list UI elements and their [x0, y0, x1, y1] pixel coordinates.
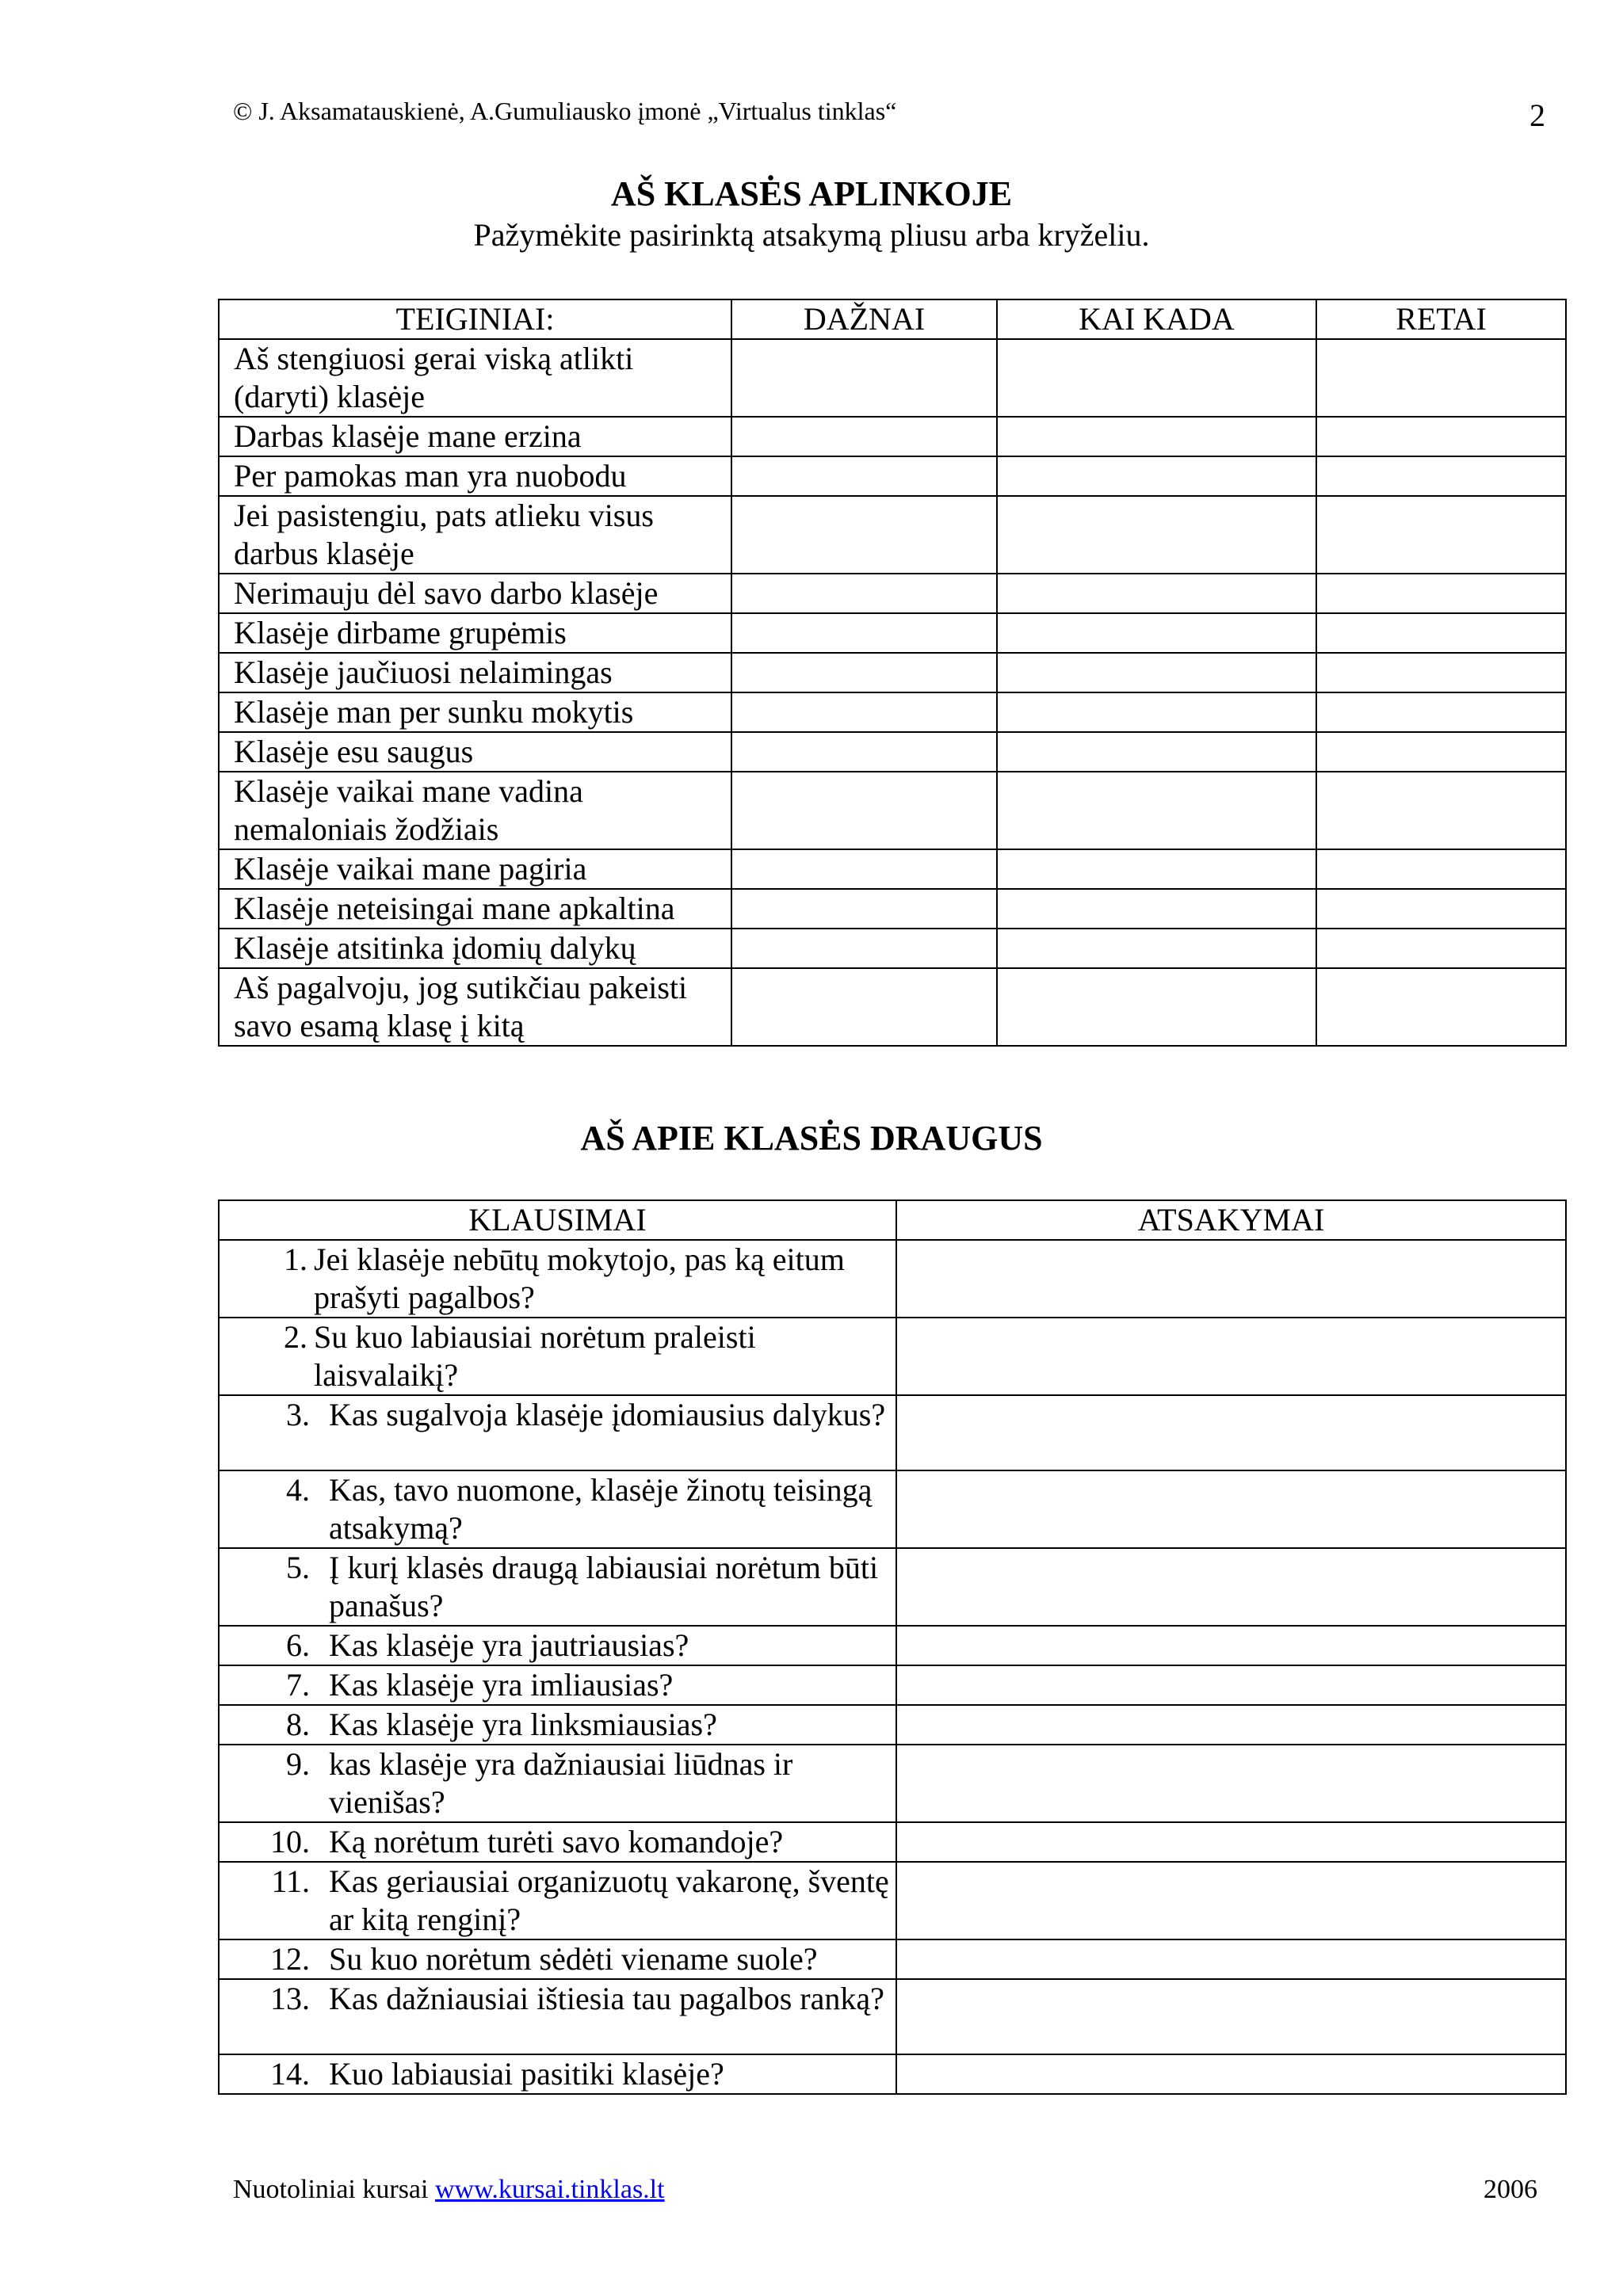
table-row	[219, 772, 1566, 849]
answer-cell[interactable]	[896, 1240, 1566, 1318]
table-row	[219, 496, 1566, 574]
question-number: 12.	[270, 1941, 310, 1977]
answer-sometimes-cell[interactable]	[997, 339, 1316, 417]
question-number: 11.	[271, 1863, 310, 1899]
answer-sometimes-cell[interactable]	[997, 732, 1316, 772]
answer-often-cell[interactable]	[731, 574, 997, 613]
answer-sometimes-cell[interactable]	[997, 929, 1316, 968]
question-number: 2.	[284, 1319, 307, 1355]
answer-cell[interactable]	[896, 1318, 1566, 1395]
question-cell	[219, 1979, 896, 2054]
question-text: Ką norėtum turėti savo komandoje?	[329, 1824, 784, 1859]
answer-often-cell[interactable]	[731, 613, 997, 653]
table-row	[219, 1822, 1566, 1862]
answer-often-cell[interactable]	[731, 849, 997, 889]
answer-cell[interactable]	[896, 1822, 1566, 1862]
question-cell	[219, 2054, 896, 2094]
question-text: Su kuo norėtum sėdėti viename suole?	[329, 1941, 818, 1977]
statement-cell: Nerimauju dėl savo darbo klasėje	[219, 574, 731, 613]
table-header-row	[219, 299, 1566, 339]
statement-cell: Klasėje neteisingai mane apkaltina	[219, 889, 731, 929]
answer-rarely-cell[interactable]	[1316, 496, 1566, 574]
table-row	[219, 889, 1566, 929]
statement-cell: Aš pagalvoju, jog sutikčiau pakeisti savo esamą klasę į kitą	[219, 968, 731, 1046]
answer-often-cell[interactable]	[731, 417, 997, 456]
column-header-sometimes: KAI KADA	[997, 299, 1316, 339]
table-row	[219, 1240, 1566, 1318]
question-cell	[219, 1626, 896, 1665]
section1-subtitle: Pažymėkite pasirinktą atsakymą pliusu arba kryželiu.	[473, 217, 1150, 253]
question-number: 10.	[270, 1824, 310, 1859]
answer-cell[interactable]	[896, 1665, 1566, 1705]
answer-sometimes-cell[interactable]	[997, 456, 1316, 496]
question-cell	[219, 1939, 896, 1979]
question-text: Kas geriausiai organizuotų vakaronę, šventę ar kitą renginį?	[329, 1863, 889, 1937]
answer-cell[interactable]	[896, 1745, 1566, 1822]
question-number: 8.	[286, 1707, 310, 1742]
table-row	[219, 1395, 1566, 1470]
table-row	[219, 1470, 1566, 1548]
answer-sometimes-cell[interactable]	[997, 496, 1316, 574]
answer-sometimes-cell[interactable]	[997, 889, 1316, 929]
answer-rarely-cell[interactable]	[1316, 417, 1566, 456]
answer-rarely-cell[interactable]	[1316, 772, 1566, 849]
statement-cell: Klasėje vaikai mane vadina nemaloniais žodžiais	[219, 772, 731, 849]
table-row	[219, 653, 1566, 692]
copyright-header: © J. Aksamatauskienė, A.Gumuliausko įmonė „Virtualus tinklas“	[233, 97, 897, 125]
question-text: Kas klasėje yra imliausias?	[329, 1667, 674, 1703]
statement-cell: Darbas klasėje mane erzina	[219, 417, 731, 456]
answer-often-cell[interactable]	[731, 772, 997, 849]
table-row	[219, 574, 1566, 613]
table-row	[219, 1705, 1566, 1745]
question-text: Kas dažniausiai ištiesia tau pagalbos ranką?	[329, 1981, 884, 2016]
table-row	[219, 929, 1566, 968]
footer-courses	[233, 2173, 665, 2206]
table-row	[219, 456, 1566, 496]
column-header-answers: ATSAKYMAI	[896, 1200, 1566, 1240]
question-cell	[219, 1470, 896, 1548]
question-cell	[219, 1395, 896, 1470]
answer-often-cell[interactable]	[731, 929, 997, 968]
answer-often-cell[interactable]	[731, 889, 997, 929]
answer-cell[interactable]	[896, 1395, 1566, 1470]
answer-rarely-cell[interactable]	[1316, 692, 1566, 732]
question-cell	[219, 1318, 896, 1395]
answer-sometimes-cell[interactable]	[997, 653, 1316, 692]
answer-often-cell[interactable]	[731, 692, 997, 732]
question-number: 6.	[286, 1627, 310, 1663]
answer-sometimes-cell[interactable]	[997, 613, 1316, 653]
table-row	[219, 849, 1566, 889]
answer-cell[interactable]	[896, 1705, 1566, 1745]
question-number: 1.	[284, 1241, 307, 1277]
column-header-questions: KLAUSIMAI	[219, 1200, 896, 1240]
question-text: Į kurį klasės draugą labiausiai norėtum būti panašus?	[329, 1550, 879, 1623]
question-text: Kas klasėje yra linksmiausias?	[329, 1707, 717, 1742]
table-row	[219, 1548, 1566, 1626]
answer-often-cell[interactable]	[731, 653, 997, 692]
statement-cell: Klasėje esu saugus	[219, 732, 731, 772]
column-header-statements: TEIGINIAI:	[219, 299, 731, 339]
answer-cell[interactable]	[896, 1979, 1566, 2054]
question-cell	[219, 1548, 896, 1626]
question-number: 14.	[270, 2056, 310, 2092]
classroom-environment-table	[218, 299, 1567, 1047]
answer-rarely-cell[interactable]	[1316, 613, 1566, 653]
answer-sometimes-cell[interactable]	[997, 692, 1316, 732]
table-row	[219, 1665, 1566, 1705]
table-row	[219, 613, 1566, 653]
table-row	[219, 339, 1566, 417]
table-row	[219, 1745, 1566, 1822]
table-row	[219, 1979, 1566, 2054]
classmates-questions-table	[218, 1199, 1567, 2095]
answer-rarely-cell[interactable]	[1316, 889, 1566, 929]
answer-rarely-cell[interactable]	[1316, 456, 1566, 496]
question-text: Kas, tavo nuomone, klasėje žinotų teisingą atsakymą?	[329, 1472, 873, 1546]
question-number: 13.	[270, 1981, 310, 2016]
answer-rarely-cell[interactable]	[1316, 339, 1566, 417]
answer-cell[interactable]	[896, 1470, 1566, 1548]
question-cell	[219, 1745, 896, 1822]
answer-cell[interactable]	[896, 1548, 1566, 1626]
answer-rarely-cell[interactable]	[1316, 653, 1566, 692]
table-row	[219, 2054, 1566, 2094]
answer-sometimes-cell[interactable]	[997, 574, 1316, 613]
statement-cell: Jei pasistengiu, pats atlieku visus darbus klasėje	[219, 496, 731, 574]
question-number: 7.	[286, 1667, 310, 1703]
statement-cell: Klasėje dirbame grupėmis	[219, 613, 731, 653]
question-text: Kuo labiausiai pasitiki klasėje?	[329, 2056, 724, 2092]
answer-cell[interactable]	[896, 1862, 1566, 1939]
statement-cell: Klasėje atsitinka įdomių dalykų	[219, 929, 731, 968]
answer-often-cell[interactable]	[731, 968, 997, 1046]
question-number: 4.	[286, 1472, 310, 1508]
footer-label: Nuotoliniai kursai	[233, 2175, 429, 2204]
table-row	[219, 1318, 1566, 1395]
answer-cell[interactable]	[896, 2054, 1566, 2094]
answer-often-cell[interactable]	[731, 732, 997, 772]
answer-sometimes-cell[interactable]	[997, 417, 1316, 456]
question-cell	[219, 1705, 896, 1745]
question-text: Kas klasėje yra jautriausias?	[329, 1627, 689, 1663]
question-text: Jei klasėje nebūtų mokytojo, pas ką eitum prašyti pagalbos?	[314, 1241, 845, 1315]
table-row	[219, 1939, 1566, 1979]
statement-cell: Per pamokas man yra nuobodu	[219, 456, 731, 496]
table-row	[219, 1626, 1566, 1665]
answer-sometimes-cell[interactable]	[997, 849, 1316, 889]
section1-title: AŠ KLASĖS APLINKOJE	[610, 174, 1013, 213]
table-header-row	[219, 1200, 1566, 1240]
answer-cell[interactable]	[896, 1939, 1566, 1979]
answer-rarely-cell[interactable]	[1316, 574, 1566, 613]
answer-cell[interactable]	[896, 1626, 1566, 1665]
question-text: Su kuo labiausiai norėtum praleisti laisvalaikį?	[314, 1319, 756, 1393]
table-row	[219, 1862, 1566, 1939]
answer-often-cell[interactable]	[731, 456, 997, 496]
question-number: 9.	[286, 1746, 310, 1782]
question-cell	[219, 1822, 896, 1862]
question-number: 3.	[286, 1397, 310, 1432]
column-header-often: DAŽNAI	[731, 299, 997, 339]
answer-rarely-cell[interactable]	[1316, 849, 1566, 889]
footer-year: 2006	[1484, 2175, 1537, 2204]
question-cell	[219, 1665, 896, 1705]
answer-often-cell[interactable]	[731, 496, 997, 574]
page-number: 2	[1529, 97, 1545, 133]
column-header-rarely: RETAI	[1316, 299, 1566, 339]
statement-cell: Klasėje jaučiuosi nelaimingas	[219, 653, 731, 692]
answer-rarely-cell[interactable]	[1316, 929, 1566, 968]
answer-rarely-cell[interactable]	[1316, 968, 1566, 1046]
question-text: kas klasėje yra dažniausiai liūdnas ir vienišas?	[329, 1746, 793, 1820]
table-row	[219, 968, 1566, 1046]
question-cell	[219, 1240, 896, 1318]
answer-often-cell[interactable]	[731, 339, 997, 417]
table-row	[219, 692, 1566, 732]
section2-title: AŠ APIE KLASĖS DRAUGUS	[580, 1119, 1043, 1158]
answer-sometimes-cell[interactable]	[997, 968, 1316, 1046]
statement-cell: Klasėje man per sunku mokytis	[219, 692, 731, 732]
question-number: 5.	[286, 1550, 310, 1585]
question-cell	[219, 1862, 896, 1939]
answer-sometimes-cell[interactable]	[997, 772, 1316, 849]
table-row	[219, 417, 1566, 456]
answer-rarely-cell[interactable]	[1316, 732, 1566, 772]
question-text: Kas sugalvoja klasėje įdomiausius dalykus?	[329, 1397, 886, 1432]
footer-website-link[interactable]: www.kursai.tinklas.lt	[434, 2175, 665, 2204]
table-row	[219, 732, 1566, 772]
statement-cell: Aš stengiuosi gerai viską atlikti (daryti) klasėje	[219, 339, 731, 417]
statement-cell: Klasėje vaikai mane pagiria	[219, 849, 731, 889]
